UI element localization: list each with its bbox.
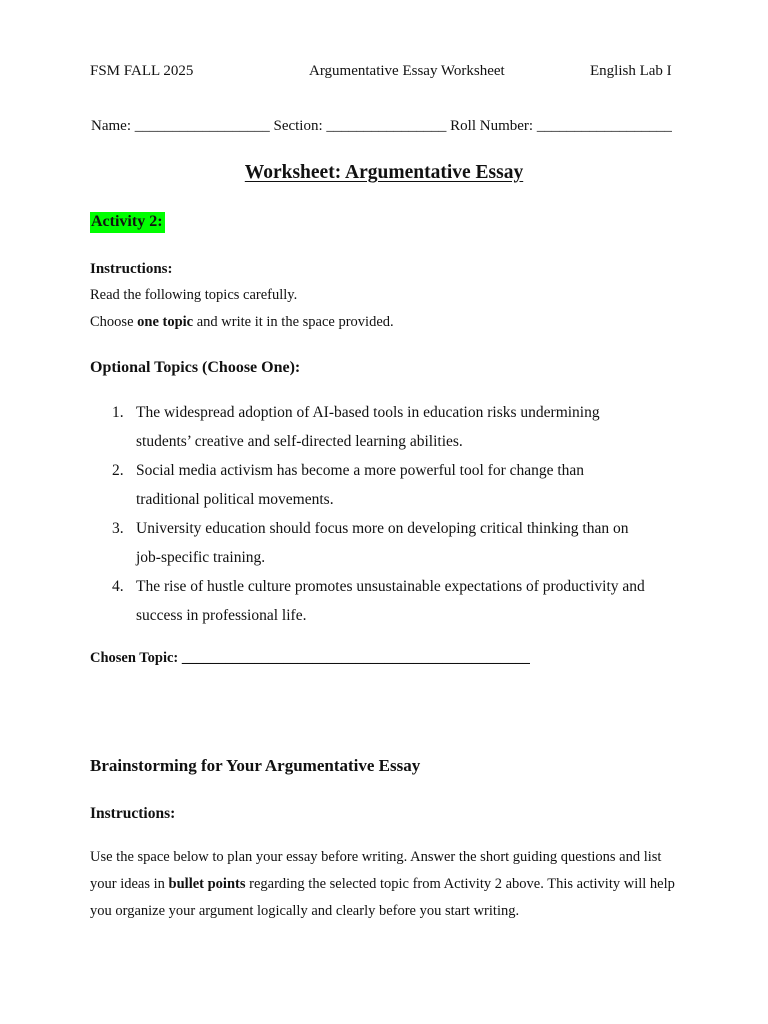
topics-list	[90, 398, 690, 630]
topic-line-1: The widespread adoption of AI-based tools in education risks undermining	[136, 404, 600, 421]
topic-line-1: Social media activism has become a more powerful tool for change than	[136, 462, 585, 479]
instruction-line-1: Read the following topics carefully.	[90, 287, 298, 303]
para-text-bold: bullet points	[168, 876, 246, 892]
topic-number: 4.	[112, 578, 124, 595]
chosen-topic-label: Chosen Topic:	[90, 650, 179, 666]
roll-number-blank: __________________	[536, 118, 672, 134]
chosen-topic-line	[90, 650, 530, 667]
topic-line-2: traditional political movements.	[136, 491, 334, 508]
worksheet-title-text: Worksheet: Argumentative Essay	[244, 162, 524, 183]
topic-line-1: University education should focus more on developing critical thinking than on	[136, 520, 629, 537]
chosen-topic-blank: ________________________________________________	[181, 650, 530, 666]
topic-item	[90, 514, 690, 572]
topic-line-2: students’ creative and self-directed learning abilities.	[136, 433, 463, 450]
brainstorming-paragraph	[90, 844, 680, 925]
topic-line-2: job-specific training.	[136, 549, 266, 566]
activity-label: Activity 2:	[90, 212, 165, 233]
name-label: Name:	[91, 118, 131, 134]
para-text-pre: Use the space below to plan your essay before writing. Answer the short guiding questions and list your ideas in	[90, 849, 662, 892]
student-info-line	[91, 118, 672, 135]
brainstorming-heading: Brainstorming for Your Argumentative Essay	[90, 756, 421, 775]
section-blank: ________________	[326, 118, 447, 134]
topic-number: 3.	[112, 520, 124, 537]
topic-item	[90, 572, 690, 630]
topic-number: 2.	[112, 462, 124, 479]
instruction-line-2	[90, 314, 394, 331]
header-right: English Lab I	[590, 63, 672, 79]
para-text-post: regarding the selected topic from Activity 2 above. This activity will help you organize your argument logically and clearly before you start writing.	[90, 876, 675, 919]
topic-number: 1.	[112, 404, 124, 421]
instruction-line-2-post: and write it in the space provided.	[196, 314, 394, 330]
topic-line-1: The rise of hustle culture promotes unsustainable expectations of productivity and	[136, 578, 645, 595]
topic-line-2: success in professional life.	[136, 607, 307, 624]
instruction-line-2-bold: one topic	[137, 314, 194, 330]
topic-item	[90, 456, 690, 514]
roll-number-label: Roll Number:	[450, 118, 534, 134]
instruction-line-2-pre: Choose	[90, 314, 134, 330]
optional-topics-heading: Optional Topics (Choose One):	[90, 359, 301, 376]
brainstorming-instructions-heading: Instructions:	[90, 805, 176, 822]
section-label: Section:	[273, 118, 323, 134]
header-center: Argumentative Essay Worksheet	[309, 63, 505, 79]
name-blank: __________________	[134, 118, 270, 134]
instructions-heading: Instructions:	[90, 261, 173, 277]
worksheet-title	[0, 162, 768, 184]
header-left: FSM FALL 2025	[90, 63, 194, 79]
topic-item	[90, 398, 690, 456]
